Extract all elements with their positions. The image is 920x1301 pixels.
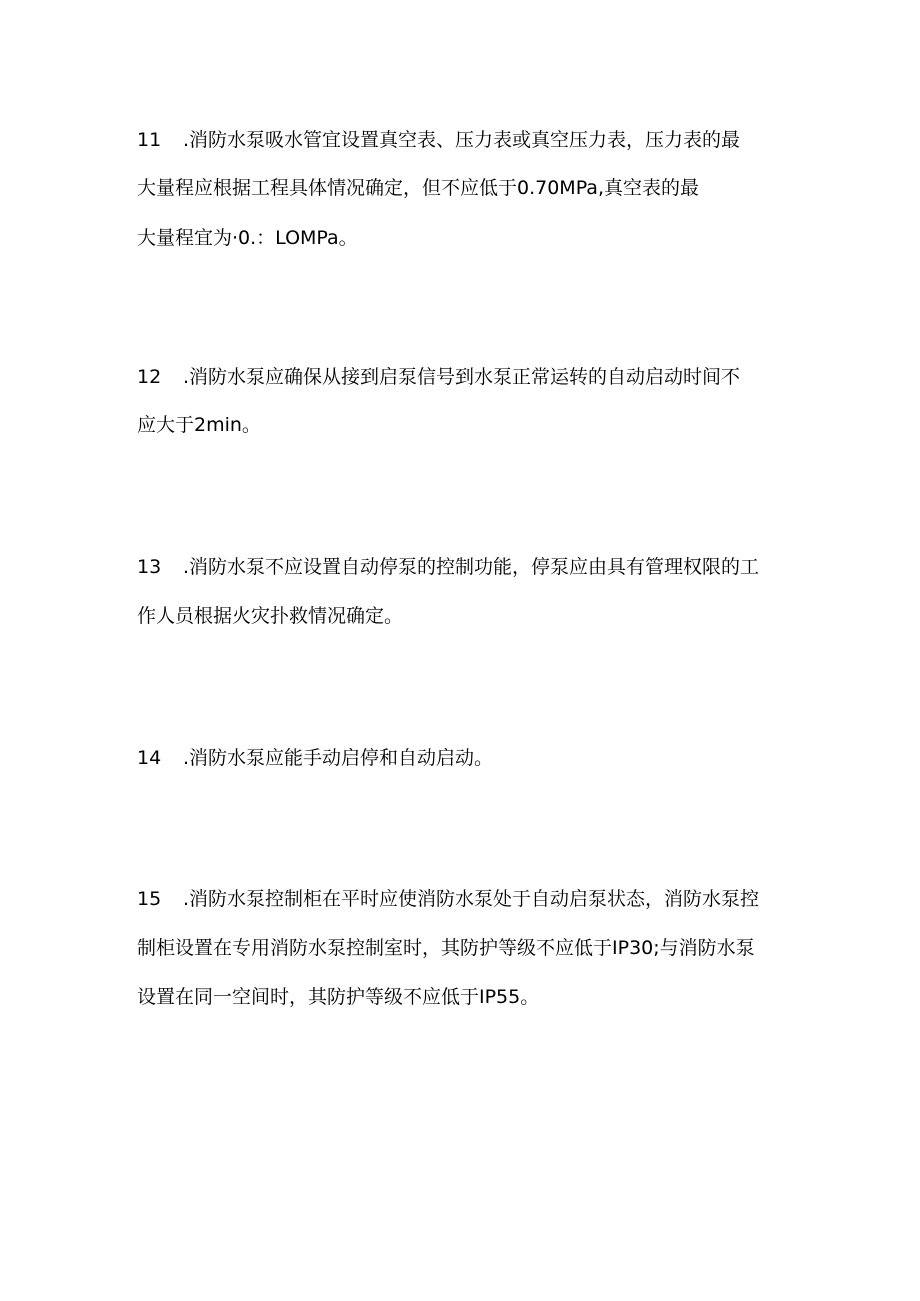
item-13-text-1: .消防水泵不应设置自动停泵的控制功能，停泵应由具有管理权限的工 bbox=[183, 556, 760, 578]
item-12-text-1: .消防水泵应确保从接到启泵信号到水泵正常运转的自动启动时间不 bbox=[183, 366, 741, 388]
item-15-line-2: 制柜设置在专用消防水泵控制室时，其防护等级不应低于IP30;与消防水泵 bbox=[137, 937, 755, 959]
item-12-line-2: 应大于2min。 bbox=[137, 414, 261, 436]
item-15-line-3: 设置在同一空间时，其防护等级不应低于IP55。 bbox=[137, 986, 540, 1008]
item-12-number: 12 bbox=[137, 366, 162, 388]
item-12-line-1 bbox=[137, 365, 837, 389]
item-11-number: 11 bbox=[137, 129, 162, 151]
item-11-line-2: 大量程应根据工程具体情况确定，但不应低于0.70MPa,真空表的最 bbox=[137, 177, 699, 199]
item-13-number: 13 bbox=[137, 556, 162, 578]
item-13-line-1 bbox=[137, 555, 837, 579]
item-15-number: 15 bbox=[137, 888, 162, 910]
item-15-line-1 bbox=[137, 887, 837, 911]
item-14-number: 14 bbox=[137, 747, 162, 769]
item-15-text-1: .消防水泵控制柜在平时应使消防水泵处于自动启泵状态，消防水泵控 bbox=[183, 888, 760, 910]
item-11-line-1 bbox=[137, 128, 837, 152]
item-11-line-3: 大量程宜为·0.：LOMPa。 bbox=[137, 227, 358, 249]
item-14-line-1 bbox=[137, 746, 837, 770]
item-11-text-1: .消防水泵吸水管宜设置真空表、压力表或真空压力表，压力表的最 bbox=[183, 129, 741, 151]
item-13-line-2: 作人员根据火灾扑救情况确定。 bbox=[137, 605, 404, 627]
item-14-text-1: .消防水泵应能手动启停和自动启动。 bbox=[183, 747, 494, 769]
